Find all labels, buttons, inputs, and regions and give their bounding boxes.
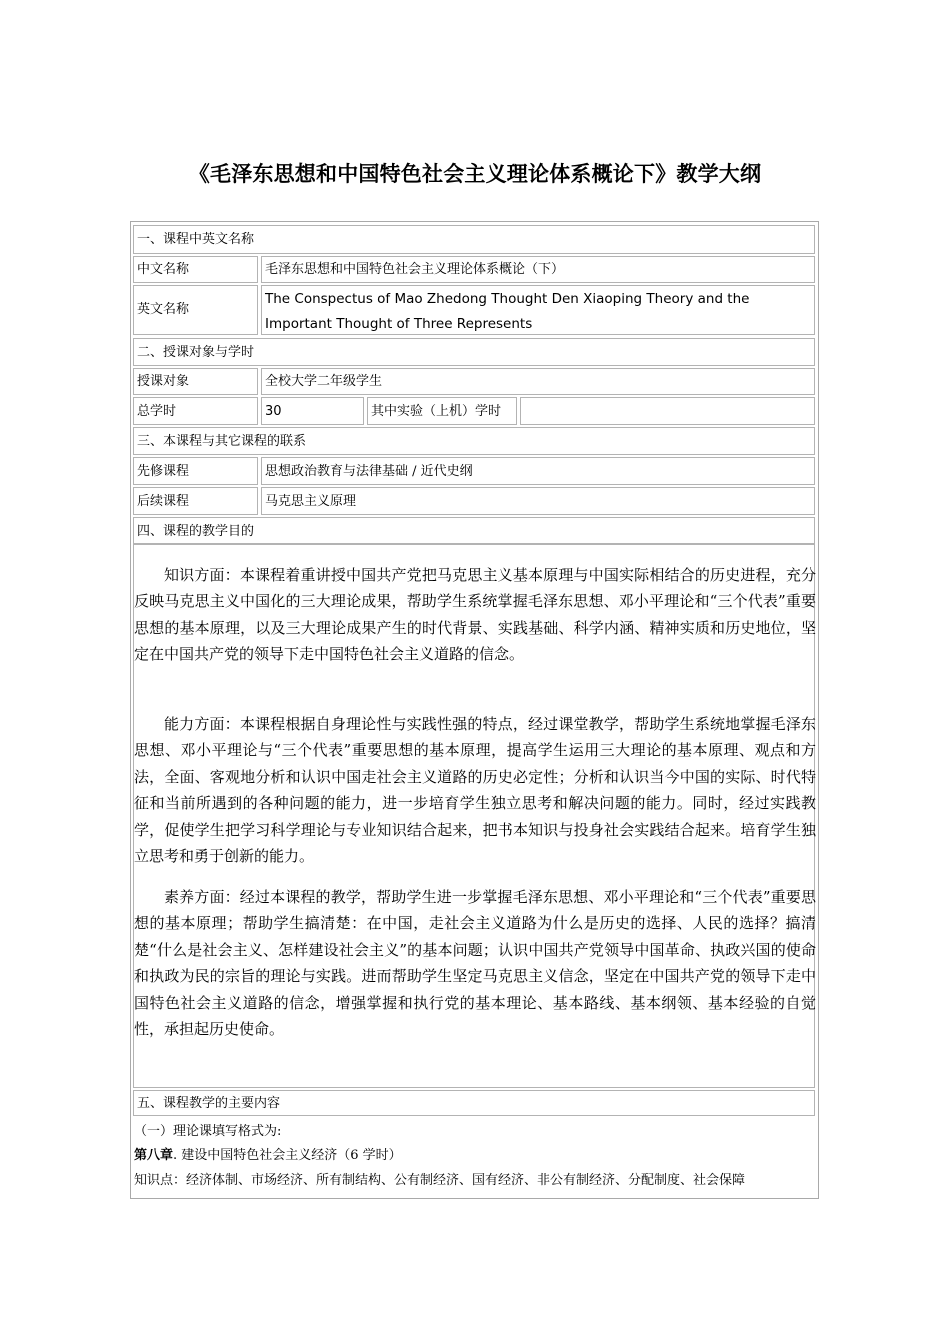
prereq-row	[133, 457, 815, 485]
section3-heading-row	[133, 427, 815, 455]
target-row	[133, 368, 815, 395]
hours-value: 30	[261, 397, 364, 425]
chapter-number: 第八章	[134, 1148, 174, 1163]
follow-row	[133, 487, 815, 515]
cn-name-label: 中文名称	[133, 256, 258, 283]
target-label: 授课对象	[133, 368, 258, 395]
theory-format-note: （一）理论课填写格式为:	[134, 1124, 282, 1139]
section1-heading: 一、课程中英文名称	[133, 225, 815, 254]
en-name-value: The Conspectus of Mao Zhedong Thought Den Xiaoping Theory and the Important Thought of Three Represents	[261, 285, 815, 335]
document-title: 《毛泽东思想和中国特色社会主义理论体系概论下》教学大纲	[188, 162, 762, 186]
lab-hours-label: 其中实验（上机）学时	[367, 397, 517, 425]
target-value: 全校大学二年级学生	[261, 368, 815, 395]
follow-label: 后续课程	[133, 487, 258, 515]
purpose-knowledge: 知识方面：本课程着重讲授中国共产党把马克思主义基本原理与中国实际相结合的历史进程，充分反映马克思主义中国化的三大理论成果，帮助学生系统掌握毛泽东思想、邓小平理论和“三个代表”重要思想的基本原理，以及三大理论成果产生的时代背景、实践基础、科学内涵、精神实质和历史地位，坚定在中国共产党的领导下走中国特色社会主义道路的信念。	[134, 566, 816, 664]
section3-heading: 三、本课程与其它课程的联系	[133, 427, 815, 455]
purpose-ability: 能力方面：本课程根据自身理论性与实践性强的特点，经过课堂教学，帮助学生系统地掌握毛泽东思想、邓小平理论与“三个代表”重要思想的基本原理，提高学生运用三大理论的基本原理、观点和方法，全面、客观地分析和认识中国走社会主义道路的历史必定性；分析和认识当今中国的实际、时代特征和当前所遇到的各种问题的能力，进一步培育学生独立思考和解决问题的能力。同时，经过实践教学，促使学生把学习科学理论与专业知识结合起来，把书本知识与投身社会实践结合起来。培育学生独立思考和勇于创新的能力。	[134, 715, 816, 866]
section4-heading-row	[133, 517, 815, 545]
hours-row	[133, 397, 815, 425]
knowledge-points: 知识点：经济体制、市场经济、所有制结构、公有制经济、国有经济、非公有制经济、分配制度、社会保障	[134, 1173, 746, 1188]
hours-label: 总学时	[133, 397, 258, 425]
prereq-value: 思想政治教育与法律基础 / 近代史纲	[261, 457, 815, 485]
section1-heading-row	[133, 225, 815, 254]
cn-name-value: 毛泽东思想和中国特色社会主义理论体系概论（下）	[261, 256, 815, 283]
chapter-heading	[134, 1147, 816, 1165]
section4-heading: 四、课程的教学目的	[133, 517, 815, 545]
chapter-title: . 建设中国特色社会主义经济（6 学时）	[173, 1148, 402, 1163]
section2-heading-row	[133, 338, 815, 366]
purpose-quality: 素养方面：经过本课程的教学，帮助学生进一步掌握毛泽东思想、邓小平理论和“三个代表”重要思想的基本原理；帮助学生搞清楚：在中国，走社会主义道路为什么是历史的选择、人民的选择？搞清楚“什么是社会主义、怎样建设社会主义”的基本问题；认识中国共产党领导中国革命、执政兴国的使命和执政为民的宗旨的理论与实践。进而帮助学生坚定马克思主义信念，坚定在中国共产党的领导下走中国特色社会主义道路的信念，增强掌握和执行党的基本理论、基本路线、基本纲领、基本经验的自觉性，承担起历史使命。	[134, 888, 816, 1039]
section5-heading: 五、课程教学的主要内容	[133, 1090, 815, 1116]
cn-name-row	[133, 256, 815, 283]
en-name-row	[133, 285, 815, 335]
prereq-label: 先修课程	[133, 457, 258, 485]
section5-heading-row	[133, 1090, 815, 1116]
follow-value: 马克思主义原理	[261, 487, 815, 515]
section2-heading: 二、授课对象与学时	[133, 338, 815, 366]
lab-hours-value	[520, 397, 815, 425]
en-name-label: 英文名称	[133, 285, 258, 335]
